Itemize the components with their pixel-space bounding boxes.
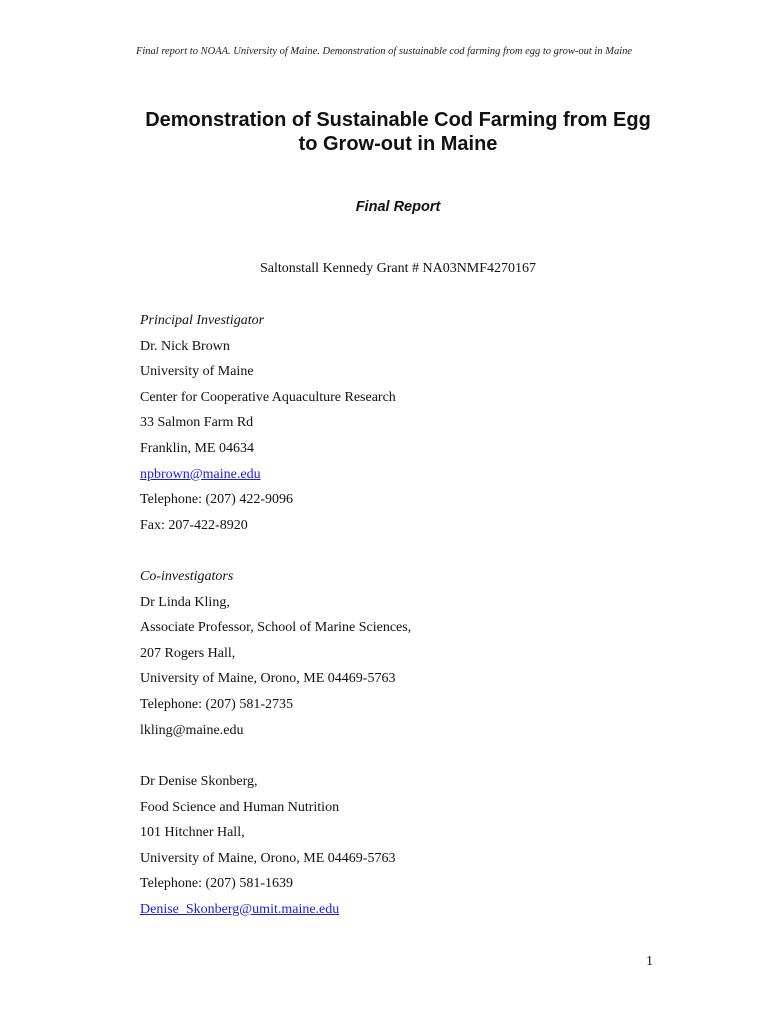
pi-street: 33 Salmon Farm Rd — [140, 415, 254, 431]
pi-fax: Fax: 207-422-8920 — [140, 517, 248, 533]
co-investigators-section — [140, 564, 411, 743]
kling-address: University of Maine, Orono, ME 04469-5763 — [140, 671, 396, 687]
running-header: Final report to NOAA. University of Maine. Demonstration of sustainable cod farming from egg to grow-out in Maine — [135, 46, 633, 57]
grant-number: Saltonstall Kennedy Grant # NA03NMF4270167 — [259, 261, 537, 276]
pi-city: Franklin, ME 04634 — [140, 440, 254, 456]
pi-email-link[interactable]: npbrown@maine.edu — [140, 466, 261, 482]
skonberg-email-link[interactable]: Denise_Skonberg@umit.maine.edu — [140, 901, 340, 917]
title-line-1: Demonstration of Sustainable Cod Farming from Egg — [145, 109, 651, 131]
principal-investigator-section — [140, 308, 396, 538]
report-subtitle: Final Report — [355, 199, 441, 215]
skonberg-office: 101 Hitchner Hall, — [140, 825, 245, 841]
pi-telephone: Telephone: (207) 422-9096 — [140, 492, 293, 508]
kling-title: Associate Professor, School of Marine Sciences, — [140, 620, 412, 636]
pi-name: Dr. Nick Brown — [140, 338, 230, 354]
page-number: 1 — [646, 954, 653, 969]
kling-name: Dr Linda Kling, — [140, 594, 230, 610]
kling-telephone: Telephone: (207) 581-2735 — [140, 696, 293, 712]
skonberg-telephone: Telephone: (207) 581-1639 — [140, 876, 293, 892]
skonberg-name: Dr Denise Skonberg, — [140, 774, 258, 789]
kling-email: lkling@maine.edu — [140, 722, 244, 738]
pi-institution: University of Maine — [140, 364, 254, 380]
pi-center: Center for Cooperative Aquaculture Research — [140, 389, 396, 405]
co-investigators-heading: Co-investigators — [140, 569, 234, 584]
skonberg-department: Food Science and Human Nutrition — [140, 799, 340, 815]
kling-office: 207 Rogers Hall, — [140, 645, 236, 661]
pi-heading: Principal Investigator — [140, 313, 265, 328]
skonberg-section — [140, 769, 395, 923]
document-title — [100, 108, 696, 156]
skonberg-address: University of Maine, Orono, ME 04469-5763 — [140, 850, 396, 866]
title-line-2: to Grow-out in Maine — [298, 133, 498, 155]
